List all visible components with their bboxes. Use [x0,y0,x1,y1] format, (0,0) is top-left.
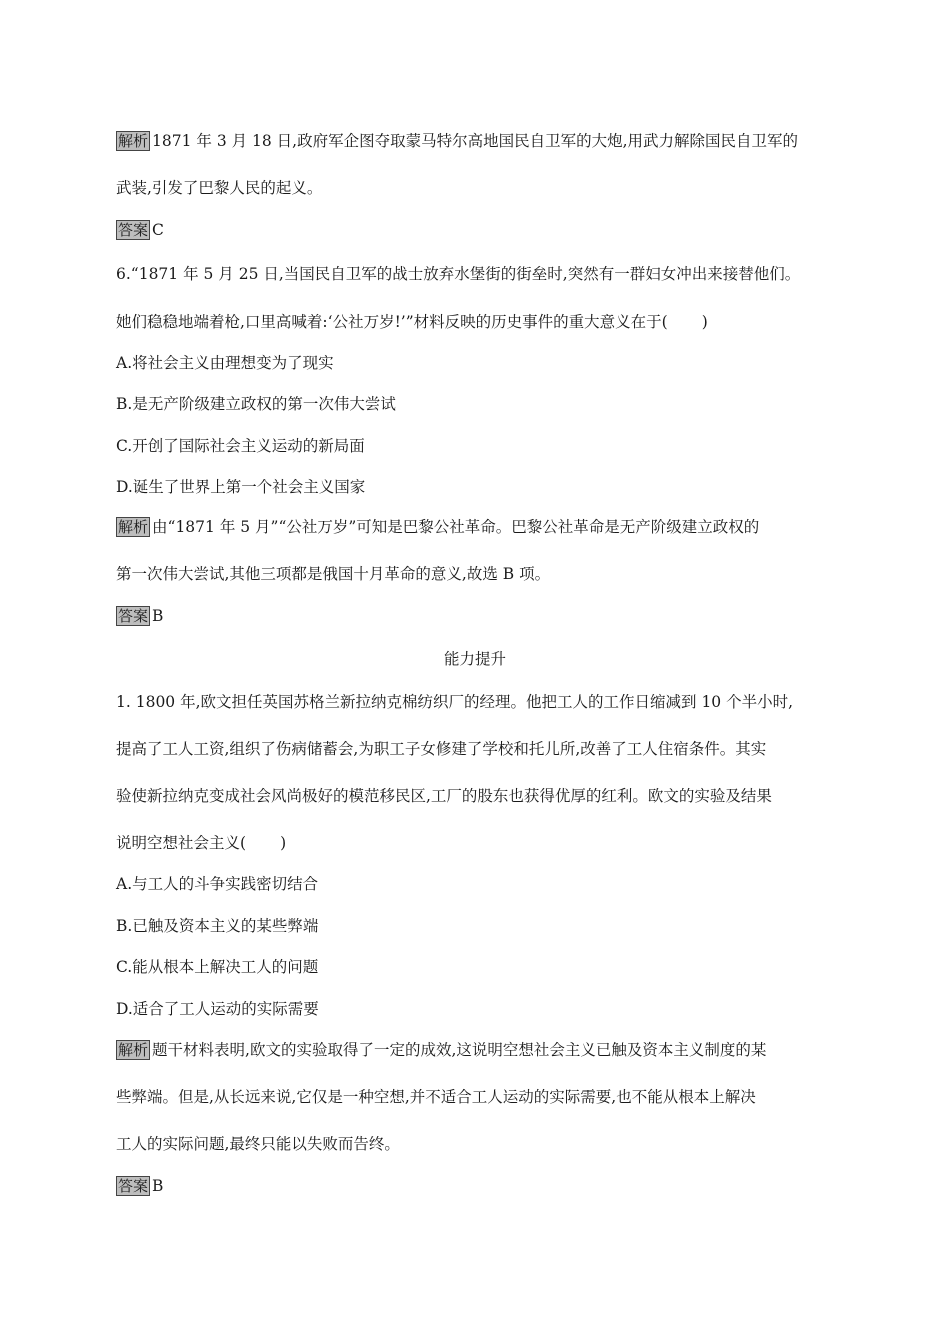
answer-tag: 答案 [118,607,149,625]
answer-value: B [152,1177,164,1195]
q6-stem-line-1: 6.“1871 年 5 月 25 日,当国民自卫军的战士放弃水堡街的街垒时,突然有一群妇女冲出来接替他们。 [116,265,801,283]
prev-answer [116,220,164,240]
section-title: 能力提升 [443,650,506,668]
q6-option-a: A.将社会主义由理想变为了现实 [116,354,334,372]
q6-paren-close: ) [701,313,708,331]
q1-option-c: C.能从根本上解决工人的问题 [116,958,319,976]
q6-option-b: B.是无产阶级建立政权的第一次伟大尝试 [116,395,396,413]
analysis-tag: 解析 [118,1041,149,1059]
analysis-tag: 解析 [118,518,149,536]
q1-stem-line-3: 验使新拉纳克变成社会风尚极好的模范移民区,工厂的股东也获得优厚的红利。欧文的实验及结果 [116,787,772,805]
q1-stem-text: 说明空想社会主义( [116,834,247,852]
answer-tag: 答案 [118,1177,149,1195]
q6-analysis-line-2: 第一次伟大尝试,其他三项都是俄国十月革命的意义,故选 B 项。 [116,565,551,583]
q1-paren-close: ) [280,834,287,852]
q1-answer [116,1176,163,1196]
q1-stem-line-4 [116,833,286,853]
q1-analysis-line-3: 工人的实际问题,最终只能以失败而告终。 [116,1135,400,1153]
q1-option-d: D.适合了工人运动的实际需要 [116,1000,319,1018]
q1-option-b: B.已触及资本主义的某些弊端 [116,917,319,935]
analysis-text: 1871 年 3 月 18 日,政府军企图夺取蒙马特尔高地国民自卫军的大炮,用武力解除国民自卫军的 [152,132,799,150]
analysis-text: 由“1871 年 5 月”“公社万岁”可知是巴黎公社革命。巴黎公社革命是无产阶级建立政权的 [152,518,760,536]
q6-stem-line-2 [116,312,708,332]
q1-option-a: A.与工人的斗争实践密切结合 [116,875,319,893]
q6-stem-text: 她们稳稳地端着枪,口里高喊着:‘公社万岁!’”材料反映的历史事件的重大意义在于( [116,313,668,331]
answer-value: C [152,221,164,239]
q6-option-d: D.诞生了世界上第一个社会主义国家 [116,478,366,496]
analysis-tag: 解析 [118,132,149,150]
answer-value: B [152,607,164,625]
q1-stem-line-2: 提高了工人工资,组织了伤病储蓄会,为职工子女修建了学校和托儿所,改善了工人住宿条件。其实 [116,740,767,758]
q1-analysis-line-2: 些弊端。但是,从长远来说,它仅是一种空想,并不适合工人运动的实际需要,也不能从根本上解决 [116,1088,756,1106]
analysis-text: 题干材料表明,欧文的实验取得了一定的成效,这说明空想社会主义已触及资本主义制度的某 [152,1041,767,1059]
prev-analysis-line-2: 武装,引发了巴黎人民的起义。 [116,179,323,197]
q6-answer [116,606,163,626]
q1-stem-line-1: 1. 1800 年,欧文担任英国苏格兰新拉纳克棉纺织厂的经理。他把工人的工作日缩减到 10 个半小时, [116,693,794,711]
answer-tag: 答案 [118,221,149,239]
prev-analysis-line-1 [116,131,798,151]
q6-analysis-line-1 [116,517,759,537]
q1-analysis-line-1 [116,1040,766,1060]
q6-option-c: C.开创了国际社会主义运动的新局面 [116,437,365,455]
